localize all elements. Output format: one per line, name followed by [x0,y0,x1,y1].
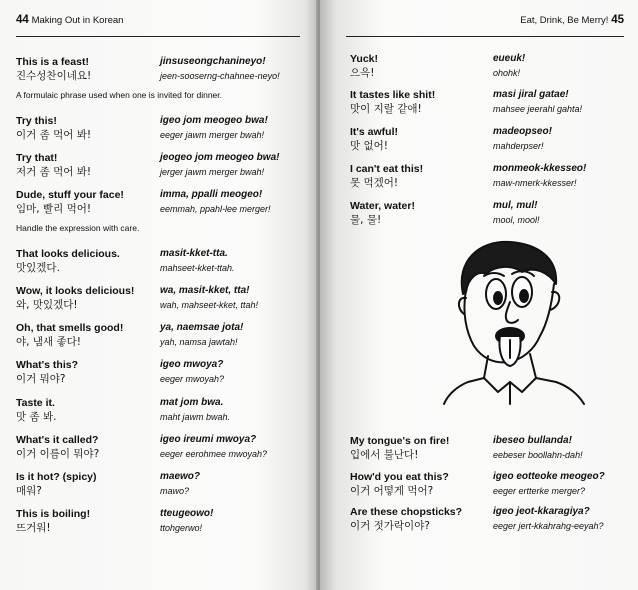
romanization-text: igeo mwoya? [160,359,224,370]
english-text: Try that! [16,152,58,164]
korean-text: 물, 물! [350,214,382,226]
phrase-english [16,433,99,462]
pronunciation-text: mahseet-kket-ttah. [160,263,235,273]
romanization-text: mul, mul! [493,200,538,211]
phrase-romanization [493,470,605,499]
phrase-romanization [493,125,552,154]
phrase-romanization [160,507,213,536]
usage-note: Handle the expression with care. [16,223,140,233]
romanization-text: igeo ireumi mwoya? [160,434,257,445]
korean-text: 으윽! [350,67,375,79]
phrase-romanization [493,505,604,534]
english-text: This is boiling! [16,508,91,520]
pronunciation-text: eeger jert-kkahrahg-eeyah? [493,521,604,531]
phrase-english [16,151,91,180]
phrase-romanization [160,321,243,350]
page-number: 44 [16,14,29,26]
romanization-text: mat jom bwa. [160,397,224,408]
korean-text: 맛이 지랄 같애! [350,103,422,115]
phrase-romanization [160,284,258,313]
romanization-text: ya, naemsae jota! [160,322,244,333]
phrase-romanization [160,55,280,84]
pronunciation-text: eebeser boollahn-dah! [493,450,583,460]
english-text: What's this? [16,359,78,371]
usage-note: A formulaic phrase used when one is invited for dinner. [16,90,223,100]
phrase-english [16,358,78,387]
right-page-header [346,14,624,37]
phrase-english [16,470,97,499]
phrase-romanization [160,151,279,180]
pronunciation-text: mool, mool! [493,215,540,225]
phrase-english [350,434,449,463]
phrase-romanization [160,358,224,387]
phrase-romanization [160,433,267,462]
korean-text: 진수성찬이네요! [16,70,92,82]
english-text: Are these chopsticks? [350,506,463,518]
page-number: 45 [611,14,624,26]
romanization-text: masit-kket-tta. [160,248,228,259]
phrase-english [350,52,378,81]
korean-text: 못 먹겠어! [350,177,399,189]
english-text: Try this! [16,115,57,127]
pronunciation-text: mahderpser! [493,141,544,151]
pronunciation-text: maht jawm bwah. [160,412,231,422]
romanization-text: igeo eotteoke meogeo? [493,471,605,482]
phrase-romanization [160,396,230,425]
korean-text: 맛 좀 봐. [16,411,57,423]
english-text: That looks delicious. [16,248,120,260]
korean-text: 저거 좀 먹어 봐! [16,166,92,178]
pronunciation-text: ohohk! [493,68,521,78]
english-text: Yuck! [350,53,379,65]
phrase-romanization [493,199,540,228]
romanization-text: wa, masit-kket, tta! [160,285,250,296]
running-title: Eat, Drink, Be Merry! [520,15,609,26]
phrase-english [16,284,134,313]
pronunciation-text: eeger mwoyah? [160,374,225,384]
phrase-english [350,505,462,534]
pronunciation-text: eeger eerohmee mwoyah? [160,449,268,459]
phrase-romanization [160,188,271,217]
pronunciation-text: mahsee jeerahl gahta! [493,104,583,114]
pronunciation-text: jerger jawm merger bwah! [160,167,265,177]
english-text: This is a feast! [16,56,89,68]
romanization-text: maewo? [160,471,201,482]
romanization-text: madeopseo! [493,126,552,137]
pronunciation-text: mawo? [160,486,190,496]
english-text: It's awful! [350,126,398,138]
phrase-english [16,114,91,143]
romanization-text: ibeseo bullanda! [493,435,572,446]
english-text: Taste it. [16,397,55,409]
english-text: Water, water! [350,200,415,212]
cartoon-tongue-out-illustration [438,232,590,407]
english-text: Is it hot? (spicy) [16,471,97,483]
romanization-text: tteugeowo! [160,508,214,519]
english-text: My tongue's on fire! [350,435,450,447]
phrase-romanization [493,52,525,81]
phrase-english [350,88,435,117]
phrase-english [16,507,90,536]
english-text: Wow, it looks delicious! [16,285,135,297]
english-text: I can't eat this! [350,163,424,175]
phrase-romanization [160,114,268,143]
pronunciation-text: eeger ertterke merger? [493,486,586,496]
korean-text: 와, 맛있겠다! [16,299,78,311]
phrase-romanization [160,247,235,276]
phrase-english [16,55,91,84]
phrase-romanization [493,162,586,191]
korean-text: 이거 젓가락이야? [350,520,430,532]
english-text: It tastes like shit! [350,89,436,101]
pronunciation-text: eemmah, ppahl-lee merger! [160,204,271,214]
korean-text: 이거 좀 먹어 봐! [16,129,92,141]
pronunciation-text: maw-nmerk-kkesser! [493,178,577,188]
romanization-text: imma, ppalli meogeo! [160,189,263,200]
korean-text: 임마, 빨리 먹어! [16,203,92,215]
left-page [0,0,318,590]
phrase-english [350,162,423,191]
phrase-english [350,199,415,228]
romanization-text: igeo jeot-kkaragiya? [493,506,590,517]
running-title: Making Out in Korean [31,15,124,26]
english-text: Oh, that smells good! [16,322,124,334]
romanization-text: eueuk! [493,53,526,64]
english-text: How'd you eat this? [350,471,449,483]
english-text: Dude, stuff your face! [16,189,124,201]
korean-text: 뜨거워! [16,522,51,534]
romanization-text: monmeok-kkesseo! [493,163,587,174]
pronunciation-text: yah, namsa jawtah! [160,337,238,347]
pronunciation-text: ttohgerwo! [160,523,203,533]
english-text: What's it called? [16,434,99,446]
romanization-text: jeogeo jom meogeo bwa! [160,152,280,163]
phrase-english [16,396,56,425]
phrase-english [16,188,124,217]
phrase-romanization [160,470,200,499]
romanization-text: masi jiral gatae! [493,89,569,100]
korean-text: 맛 없어! [350,140,388,152]
pronunciation-text: wah, mahseet-kket, ttah! [160,300,259,310]
korean-text: 야, 냄새 좋다! [16,336,81,348]
pronunciation-text: eeger jawm merger bwah! [160,130,265,140]
phrase-english [16,321,123,350]
phrase-english [350,125,398,154]
phrase-romanization [493,434,583,463]
korean-text: 이거 어떻게 먹어? [350,485,434,497]
phrase-romanization [493,88,582,117]
korean-text: 매워? [16,485,42,497]
phrase-english [16,247,120,276]
romanization-text: igeo jom meogeo bwa! [160,115,268,126]
korean-text: 이거 이름이 뭐야? [16,448,100,460]
korean-text: 입에서 불난다! [350,449,419,461]
phrase-english [350,470,449,499]
romanization-text: jinsuseongchanineyo! [160,56,266,67]
korean-text: 이거 뭐야? [16,373,66,385]
right-page [320,0,638,590]
pronunciation-text: jeen-sooserng-chahnee-neyo! [160,71,280,81]
korean-text: 맛있겠다. [16,262,60,274]
left-page-header [16,14,300,37]
